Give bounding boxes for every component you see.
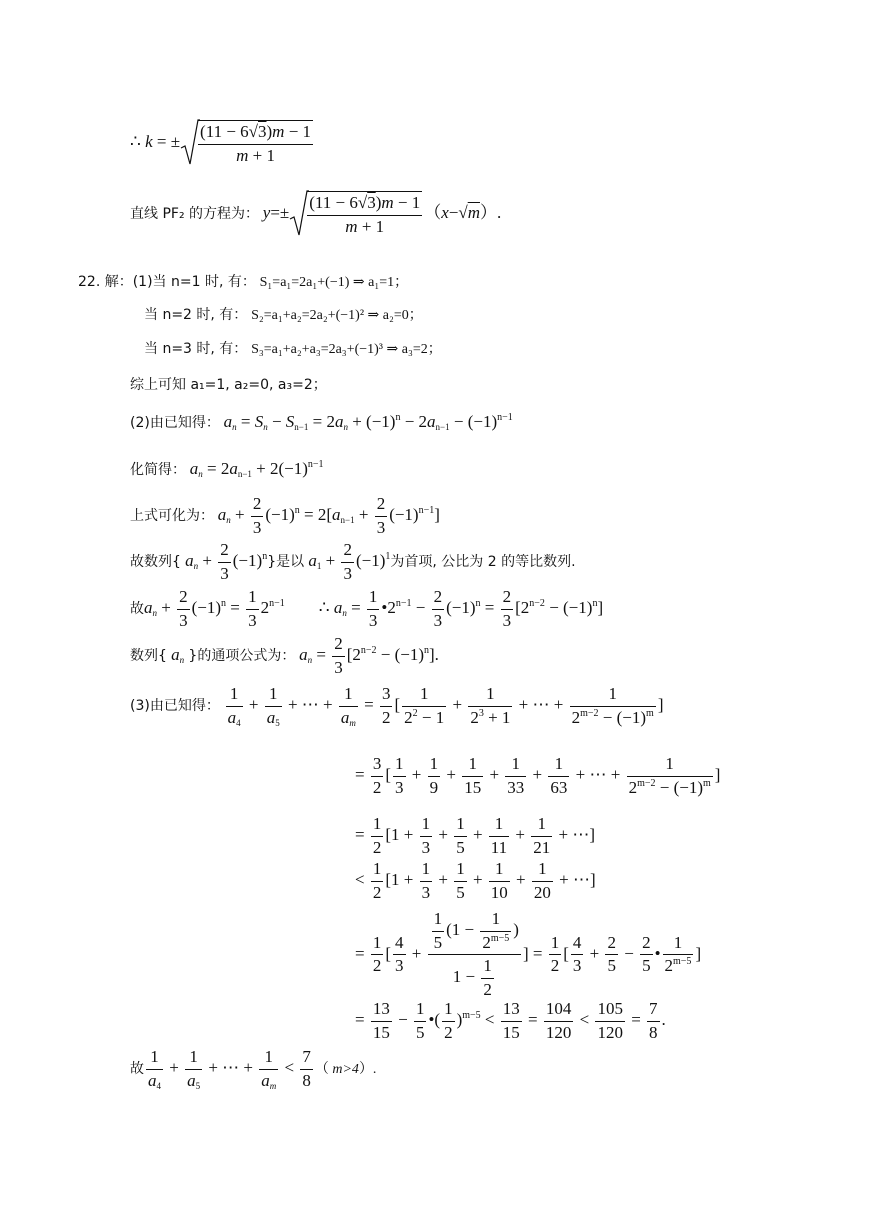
- q22-part3-line3: = $\frac{1}{2}$ [1 + $\frac{1}{3}$ + $\frac{1}{5}$ + $\frac{1}{11}$ + $\frac{1}{21}$ + ⋯]: [355, 814, 595, 857]
- line-pf2-equation: 直线 PF₂ 的方程为： y=± $\frac{(11 - 6√3)m - 1}{m + 1}$ （x−√m）.: [130, 189, 501, 239]
- q22-part1-n2: 当 n=2 时, 有： S₂=a₁+a₂=2a₂+(−1)² ⇒ a₂=0；: [144, 307, 423, 323]
- q22-part1-summary: 综上可知 a₁=1, a₂=0, a₃=2；: [130, 377, 327, 393]
- q22-part2-general: 数列{ $a_n$ }的通项公式为： $a_n$ = $\frac{2}{3}$ $[2^{n-2} - (-1)^n]$.: [130, 634, 439, 677]
- q22-part2-geometric: 故数列{ $a_n$ + $\frac{2}{3}$ $(-1)^n$}是以 $a_1$ + $\frac{2}{3}$ $(-1)^1$为首项, 公比为 2 的等比数列.: [130, 540, 576, 583]
- radical-icon: [289, 189, 309, 239]
- q22-part3-line1: (3)由已知得： $\frac{1}{a_4}$ + $\frac{1}{a_5}$ + ⋯ + $\frac{1}{a_m}$ = $\frac{3}{2}$ [ $\frac{1}{2^2 - 1}$ + $\frac{1}{2^3 + 1}$ + ⋯ + $\frac{1}{2^{m-2} - (-1)^m}$ ]: [130, 684, 664, 728]
- k-result: ∴ k = ± $\frac{(11 - 6√3)m - 1}{m + 1}$: [130, 118, 315, 168]
- q22-part2-simplify: 化简得： $a_n = 2a_{n-1} + 2(-1)^{n-1}$: [130, 459, 324, 479]
- radical-icon: [180, 118, 200, 168]
- q22-part3-line6: = $\frac{13}{15}$ − $\frac{1}{5}$ •( $\frac{1}{2}$ )$^{m-5}$ < $\frac{13}{15}$ = $\frac{104}{120}$ < $\frac{105}{120}$ = $\frac{7}{8}$ .: [355, 999, 666, 1042]
- m-condition: m>4: [332, 1062, 359, 1078]
- q22-part1-n1: 22. 解：(1)当 n=1 时, 有： S₁=a₁=2a₁+(−1) ⇒ a₁=1；: [78, 274, 409, 290]
- q22-part2-known: (2)由已知得： $a_n = S_n - S_{n-1} = 2a_n + (-1)^n - 2a_{n-1} - (-1)^{n-1}$: [130, 412, 513, 432]
- q22-part3-conclusion: 故 $\frac{1}{a_4}$ + $\frac{1}{a_5}$ + ⋯ + $\frac{1}{a_m}$ < $\frac{7}{8}$ （ m>4）.: [130, 1047, 377, 1091]
- q22-part3-line4: < $\frac{1}{2}$ [1 + $\frac{1}{3}$ + $\frac{1}{5}$ + $\frac{1}{10}$ + $\frac{1}{20}$ + ⋯]: [355, 859, 596, 902]
- q22-part1-n3: 当 n=3 时, 有： S₃=a₁+a₂+a₃=2a₃+(−1)³ ⇒ a₃=2；: [144, 341, 442, 357]
- q22-part2-transform: 上式可化为： $a_n$ + $\frac{2}{3}$ $(-1)^n = 2[a_{n-1}$ + $\frac{2}{3}$ $(-1)^{n-1}$]: [130, 494, 440, 537]
- q22-header: 22. 解：: [78, 274, 133, 290]
- line-pf2-label: 直线 PF₂ 的方程为：: [130, 205, 260, 222]
- q22-part3-line5: = $\frac{1}{2}$ [ $\frac{4}{3}$ + $\frac{1}{5}$ (1 − $\frac{1}{2^{m-5}}$ ) 1 − $\frac{1}{2}$ ] = $\frac{1}{2}$ [ $\frac{4}{3}$ + $\frac{2}{5}$ − $\frac{2}{5}$ • $\frac{1}{2^{m-5}}$ ]: [355, 909, 702, 1000]
- q22-part2-result: 故$a_n$ + $\frac{2}{3}$ $(-1)^n$ = $\frac{1}{3}$ $2^{n-1}$ ∴ $a_n$ = $\frac{1}{3}$ $•2^{n-1}$ − $\frac{2}{3}$ $(-1)^n$ = $\frac{2}{3}$ $[2^{n-2} - (-1)^n]$: [130, 587, 604, 630]
- q22-part3-line2: = $\frac{3}{2}$ [ $\frac{1}{3}$ + $\frac{1}{9}$ + $\frac{1}{15}$ + $\frac{1}{33}$ + $\frac{1}{63}$ + ⋯ + $\frac{1}{2^{m-2} - (-1)^m}$ ]: [355, 754, 721, 797]
